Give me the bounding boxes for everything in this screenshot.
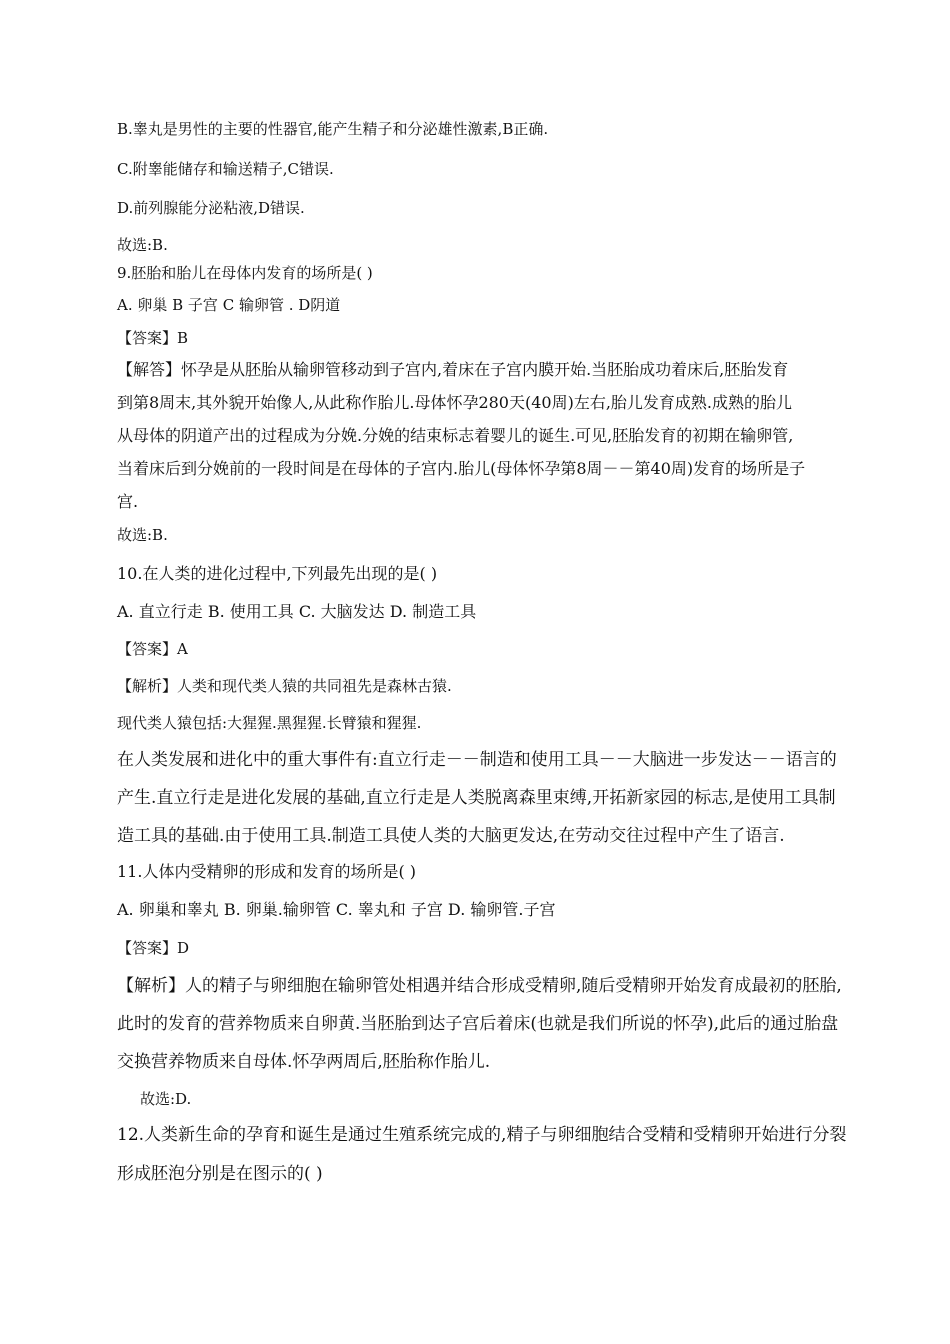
q9-options: A. 卵巢 B 子宫 C 输卵管 . D阴道	[117, 296, 341, 314]
q10-question: 10.在人类的进化过程中,下列最先出现的是( )	[117, 564, 438, 583]
q11-explanation-line: 交换营养物质来自母体.怀孕两周后,胚胎称作胎儿.	[117, 1052, 491, 1072]
option-b-explanation: B.睾丸是男性的主要的性器官,能产生精子和分泌雄性激素,B正确.	[117, 120, 549, 138]
q11-answer: 【答案】D	[117, 939, 190, 957]
q9-explanation-line: 当着床后到分娩前的一段时间是在母体的子宫内.胎儿(母体怀孕第8周－－第40周)发育的场所是子	[117, 459, 806, 478]
q9-question: 9.胚胎和胎儿在母体内发育的场所是( )	[117, 264, 373, 282]
q11-question: 11.人体内受精卵的形成和发育的场所是( )	[117, 862, 417, 881]
q11-options: A. 卵巢和睾丸 B. 卵巢.输卵管 C. 睾丸和 子宫 D. 输卵管.子宫	[117, 900, 556, 919]
option-c-explanation: C.附睾能储存和输送精子,C错误.	[117, 160, 334, 178]
q11-explanation-line: 此时的发育的营养物质来自卵黄.当胚胎到达子宫后着床(也就是我们所说的怀孕),此后的通过胎盘	[117, 1014, 839, 1034]
q12-question-line: 12.人类新生命的孕育和诞生是通过生殖系统完成的,精子与卵细胞结合受精和受精卵开始进行分裂	[117, 1125, 847, 1145]
q11-conclusion: 故选:D.	[140, 1090, 192, 1108]
q10-options: A. 直立行走 B. 使用工具 C. 大脑发达 D. 制造工具	[117, 602, 477, 621]
q10-explanation-line: 在人类发展和进化中的重大事件有:直立行走－－制造和使用工具－－大脑进一步发达－－语言的	[117, 750, 837, 770]
option-d-explanation: D.前列腺能分泌粘液,D错误.	[117, 199, 305, 217]
q10-explanation-line: 现代类人猿包括:大猩猩.黑猩猩.长臂猿和猩猩.	[117, 714, 422, 732]
q12-question-line: 形成胚泡分别是在图示的( )	[117, 1164, 323, 1184]
q10-explanation-line: 产生.直立行走是进化发展的基础,直立行走是人类脱离森里束缚,开拓新家园的标志,是使用工具制	[117, 788, 836, 808]
q9-explanation-line: 【解答】怀孕是从胚胎从输卵管移动到子宫内,着床在子宫内膜开始.当胚胎成功着床后,胚胎发育	[117, 360, 789, 379]
q9-answer: 【答案】B	[117, 329, 189, 347]
q8-conclusion: 故选:B.	[117, 236, 168, 254]
q10-answer: 【答案】A	[117, 640, 188, 658]
q10-explanation-line: 【解析】人类和现代类人猿的共同祖先是森林古猿.	[117, 677, 452, 695]
q9-explanation-line: 从母体的阴道产出的过程成为分娩.分娩的结束标志着婴儿的诞生.可见,胚胎发育的初期在输卵管,	[117, 426, 794, 445]
q9-explanation-line: 到第8周末,其外貌开始像人,从此称作胎儿.母体怀孕280天(40周)左右,胎儿发育成熟.成熟的胎儿	[117, 393, 792, 412]
q10-explanation-line: 造工具的基础.由于使用工具.制造工具使人类的大脑更发达,在劳动交往过程中产生了语言.	[117, 826, 785, 846]
q9-conclusion: 故选:B.	[117, 526, 168, 544]
q11-explanation-line: 【解析】人的精子与卵细胞在输卵管处相遇并结合形成受精卵,随后受精卵开始发育成最初的胚胎,	[117, 976, 842, 996]
q9-explanation-line: 宫.	[117, 492, 139, 511]
